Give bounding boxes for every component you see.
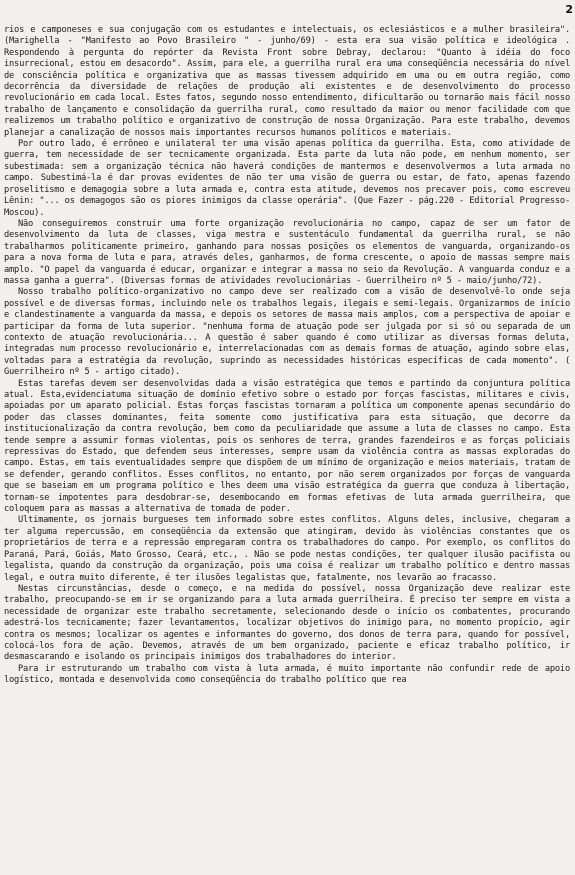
- paragraph: rios e camponeses e sua conjugação com os estudantes e intelectuais, os eclesiásticos e a mulher brasileira". (Marighella - "Manifesto ao Povo Brasileiro " - junho/69) - esta era sua visão política e ideológica . Respondendo à pergunta do repórter da Revista Front sobre Debray, declarou: "Quanto à idéia do foco insurrecional, estou em desacordo". Assim, para ele, a guerrilha rural era uma conseqüência necessária do nível de consciência política e organizativa que as massas tivessem adquirido em uma ou em outra região, como decorrência da diversidade de relações de produção ali existentes e de desenvolvimento do processo revolucionário em cada local. Estes fatos, segundo nosso entendimento, dificultarão ou tornarão mais fácil nosso trabalho de lançamento e consolidação da guerrilha rural, como resultado da maior ou menor facilidade com que realizemos um trabalho político e organizativo de construção de nossa Organização. Para este trabalho, devemos planejar a canalização de nossos mais importantes recursos humanos políticos e materiais.: [4, 25, 570, 138]
- paragraph: Nestas circunstâncias, desde o começo, e na medida do possível, nossa Organização deve realizar este trabalho, preocupando-se em ir se organizando para a luta armada guerrilheira. É preciso ter sempre em vista a necessidade de organizar este trabalho secretamente, selecionando desde o início os combatentes, procurando adestrá-los tecnicamente; fazer levantamentos, localizar objetivos do inimigo para, no momento propício, agir contra os mesmos; localizar os agentes e informantes do governo, dos donos de terra para, quando for possível, colocá-los fora de ação. Devemos, através de um bem organizado, paciente e eficaz trabalho político, ir desmascarando e isolando os principais inimigos dos trabalhadores do interior.: [4, 583, 570, 663]
- paragraph: Não conseguiremos construir uma forte organização revolucionária no campo, capaz de ser um fator de desenvolvimento da luta de classes, viga mestra e sustentáculo fundamental da guerrilha rural, se não trabalharmos politicamente primeiro, ganhando para nossas posições os elementos de vanguarda, organizando-os para a nova forma de luta e para, através deles, ganharmos, de forma crescente, o apoio de massas sempre mais amplo. "O papel da vanguarda é educar, organizar e integrar a massa no seio da Revolução. A vanguarda conduz e a massa ganha a guerra". (Diversas formas de atividades revolucionárias - Guerrilheiro nº 5 - maio/junho/72).: [4, 218, 570, 286]
- body-text: [4, 25, 570, 687]
- paragraph: Para ir estruturando um trabalho com vista à luta armada, é muito importante não confundir rede de apoio logístico, montada e desenvolvida como conseqüência do trabalho político que rea: [4, 663, 570, 686]
- paragraph: Por outro lado, é errôneo e unilateral ter uma visão apenas política da guerrilha. Esta, como atividade de guerra, tem necessidade de ser tecnicamente organizada. Esta parte da luta não pode, em nenhum momento, ser subestimada: sem a organização técnica não haverá condições de mantermos e desenvolvermos a luta armada no campo. Subestimá-la é dar provas evidentes de não ter uma visão de guerra ou estar, de fato, apenas fazendo proselitismo e demagogia sobre a luta armada e, contra esta atitude, devemos nos precaver pois, como escreveu Lênin: "... os demagogos são os piores inimigos da classe operária". (Que Fazer - pág.220 - Editorial Progresso-Moscou).: [4, 139, 570, 218]
- paragraph: Estas tarefas devem ser desenvolvidas dada a visão estratégica que temos e partindo da conjuntura política atual. Esta,evidenciatuma situação de domínio efetivo sobre o estado por forças fascistas, militares e civis, apoiadas por um aparato policial. Estas forças fascistas tornaram a política um componente apenas secundário do poder das classes dominantes, feita somente como justificativa para esta situação, que decorre da institucionalização da contra revolução, bem como da peculiaridade que assume a luta de classes no campo. Esta tende sempre a assumir formas violentas, pois os senhores de terra, grandes fazendeiros e as forças policiais repressivas do Estado, que defendem seus interesses, sempre usam da violência contra as massas exploradas do campo. Estas, em tais eventualidades sempre que dispõem de um mínimo de organização e meios materiais, tratam de se defender, gerando conflitos. Esses conflitos, no entanto, por não serem organizados por forças de vanguarda que se baseiam em um programa político e lhes deem uma visão estratégica da guerra que conduza à libertação, tornam-se impotentes para desdobrar-se, desembocando em formas efetivas de luta armada guerrilheira, que coloquem para as massas a alternativa de tomada de poder.: [4, 378, 570, 515]
- page-number: 2: [565, 3, 573, 16]
- paragraph: Nosso trabalho político-organizativo no campo deve ser realizado com a visão de desenvolvê-lo onde seja possível e de diversas formas, incluindo nele os trabalhos legais, ilegais e semi-legais. Organizarmos de início e clandestinamente a vanguarda da massa, e depois os setores de massa mais amplos, com a perspectiva de apoiar e participar da forma de luta superior. "nenhuma forma de atuação pode ser julgada por si só ou separada de um contexto de atuação revolucionária... A questão é saber quando é como utilizar as diversas formas deluta, integradas num processo revolucionário e, interrelacionadas com as demais formas de atuação, agindo sobre elas, voltadas para a estratégia da revolução, suprindo as necessidades históricas específicas de cada momento". ( Guerrilheiro nº 5 - artigo citado).: [4, 287, 570, 378]
- paragraph: Ultimamente, os jornais burgueses tem informado sobre estes conflitos. Alguns deles, inclusive, chegaram a ter alguma repercussão, em conseqüência da extensão que atingiram, devido às violências constantes que os proprietários de terra e a repressão empregaram contra os trabalhadores do campo. Por exemplo, os conflitos do Paraná, Pará, Goiás, Mato Grosso, Ceará, etc., . Não se pode nestas condições, ter qualquer ilusão pacifista ou legalista, quando da construção da organização, pois uma coisa é realizar um trabalho político e dentro massas legal, e outra muito diferente, é ter ilusões legalistas que, fatalmente, nos levarão ao fracasso.: [4, 515, 570, 583]
